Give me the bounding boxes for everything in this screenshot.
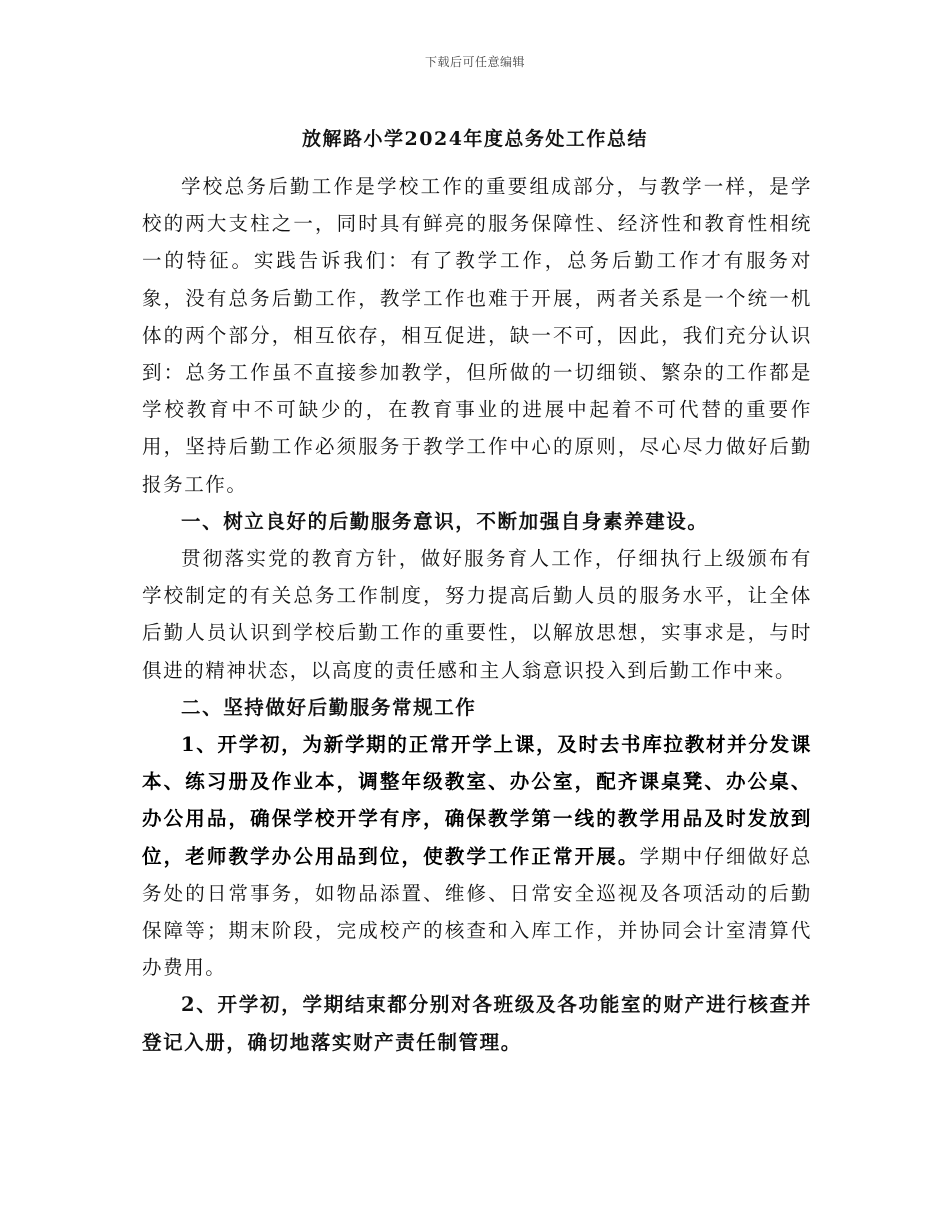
document-title: 放解路小学2024年度总务处工作总结	[302, 128, 648, 150]
item-1-paragraph	[142, 726, 812, 986]
section-1-heading: 一、树立良好的后勤服务意识，不断加强自身素养建设。	[181, 509, 709, 533]
section-1-paragraph: 贯彻落实党的教育方针，做好服务育人工作，仔细执行上级颁布有学校制定的有关总务工作制度，努力提高后勤人员的服务水平，让全体后勤人员认识到学校后勤工作的重要性，以解放思想，实事求是，与时俱进的精神状态，以高度的责任感和主人翁意识投入到后勤工作中来。	[142, 547, 812, 682]
item-1-bold-text: 1、开学初，为新学期的正常开学上课，及时去书库拉教材并分发课本、练习册及作业本，调整年级教室、办公室，配齐课桌凳、办公桌、办公用品，确保学校开学有序，确保教学第一线的教学用品及时发放到位，老师教学办公用品到位，使教学工作正常开展。	[142, 733, 812, 868]
section-2-heading: 二、坚持做好后勤服务常规工作	[181, 695, 477, 719]
item-2-paragraph: 2、开学初，学期结束都分别对各班级及各功能室的财产进行核查并登记入册，确切地落实财产责任制管理。	[142, 993, 812, 1054]
page-header: 下载后可任意编辑	[424, 55, 525, 69]
item-1-regular-text: 学期中仔细做好总务处的日常事务，如物品添置、维修、日常安全巡视及各项活动的后勤保障等；期末阶段，完成校产的核查和入库工作，并协同会计室清算代办费用。	[142, 844, 812, 980]
intro-paragraph: 学校总务后勤工作是学校工作的重要组成部分，与教学一样，是学校的两大支柱之一，同时具有鲜亮的服务保障性、经济性和教育性相统一的特征。实践告诉我们：有了教学工作，总务后勤工作才有服务对象，没有总务后勤工作，教学工作也难于开展，两者关系是一个统一机体的两个部分，相互依存，相互促进，缺一不可，因此，我们充分认识到：总务工作虽不直接参加教学，但所做的一切细锁、繁杂的工作都是学校教育中不可缺少的，在教育事业的进展中起着不可代替的重要作用，坚持后勤工作必须服务于教学工作中心的原则，尽心尽力做好后勤报务工作。	[142, 175, 812, 496]
document-body	[142, 168, 812, 1061]
